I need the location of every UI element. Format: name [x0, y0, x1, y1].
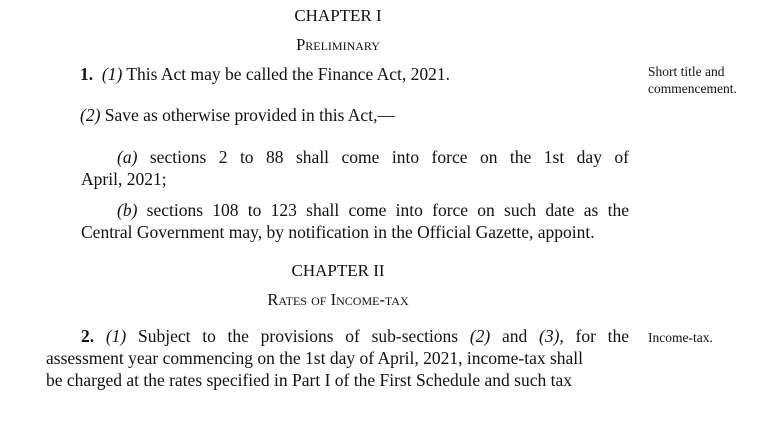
- section-2-line-2: assessment year commencing on the 1st day of April, 2021, income-tax shall: [46, 348, 584, 368]
- clause-a-line-2: April, 2021;: [81, 169, 167, 189]
- clause-b-text-1: sections 108 to 123 shall come into force on such date as the: [146, 200, 630, 220]
- clause-b-marker: (b): [117, 200, 138, 220]
- clause-a-marker: (a): [117, 147, 138, 167]
- section-1-sub2-marker: (2): [80, 105, 101, 125]
- section-2-line-3: be charged at the rates specified in Part I of the First Schedule and such tax: [46, 370, 572, 390]
- margin-note-short-title: [648, 63, 737, 97]
- chapter-1-title: CHAPTER I: [294, 6, 382, 25]
- section-2-line-1-pre: Subject to the provisions of sub-sections: [138, 326, 459, 346]
- chapter-2-subtitle: Rates of Income-tax: [267, 290, 409, 309]
- section-2-sub1-marker: (1): [105, 326, 127, 346]
- section-2-ref-2: (2): [469, 326, 491, 346]
- section-1-sub1-text: This Act may be called the Finance Act, 2021.: [126, 64, 451, 84]
- section-2-line-1: [81, 325, 629, 347]
- section-2-line-1-and: and: [502, 326, 528, 346]
- section-1-subsection-2: [80, 104, 395, 126]
- clause-a-line-1: [117, 146, 629, 168]
- chapter-2-title: CHAPTER II: [291, 261, 385, 280]
- section-1-sub1-marker: (1): [101, 64, 123, 84]
- margin-note-income-tax: Income-tax.: [648, 330, 713, 345]
- section-2-line-1-post: for the: [575, 326, 630, 346]
- section-2-ref-3: (3),: [539, 326, 564, 346]
- section-1-subsection-1: [80, 63, 450, 85]
- chapter-1-subtitle: Preliminary: [296, 35, 380, 54]
- section-2-number: 2.: [81, 326, 95, 346]
- margin-note-line: commencement.: [648, 81, 737, 96]
- section-1-number: 1.: [80, 64, 94, 84]
- section-1-sub2-text: Save as otherwise provided in this Act,—: [104, 105, 395, 125]
- clause-b-line-1: [117, 199, 629, 221]
- clause-a-text-1: sections 2 to 88 shall come into force on the 1st day of: [149, 147, 629, 167]
- clause-b-line-2: Central Government may, by notification in the Official Gazette, appoint.: [81, 222, 595, 242]
- margin-note-line: Short title and: [648, 64, 725, 79]
